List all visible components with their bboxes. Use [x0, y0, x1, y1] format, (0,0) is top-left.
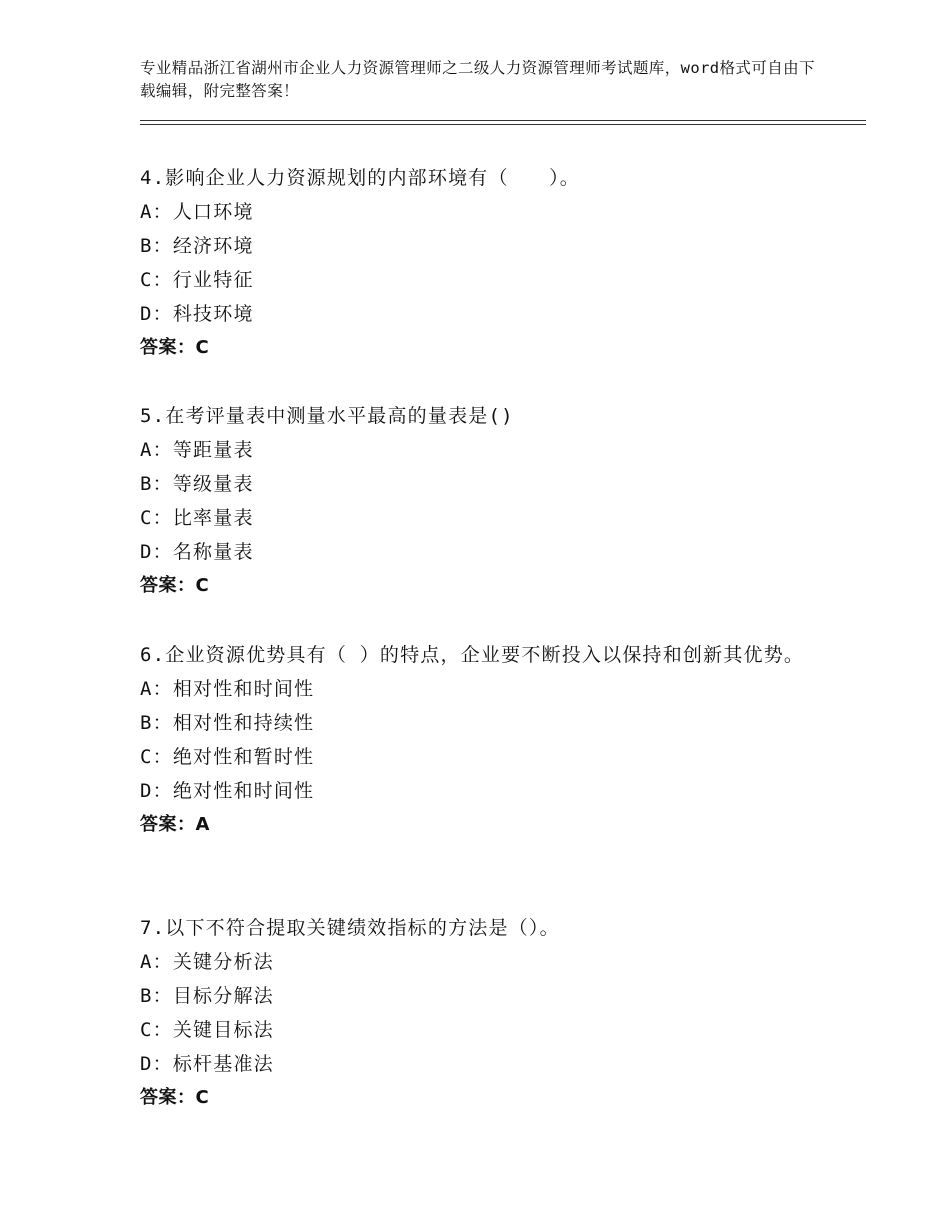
option-b: B：相对性和持续性 — [140, 712, 315, 734]
answer-line: 答案：A — [140, 814, 210, 835]
question-stem: 4.影响企业人力资源规划的内部环境有（ ）。 — [140, 167, 580, 189]
option-d: D：绝对性和时间性 — [140, 780, 315, 802]
option-b: B：目标分解法 — [140, 985, 274, 1007]
document-header: 专业精品浙江省湖州市企业人力资源管理师之二级人力资源管理师考试题库，word格式可自由下载编辑，附完整答案！ — [140, 59, 815, 100]
answer-line: 答案：C — [140, 575, 210, 596]
question-4 — [140, 161, 830, 365]
question-stem: 7.以下不符合提取关键绩效指标的方法是（）。 — [140, 917, 560, 939]
option-c: C：绝对性和暂时性 — [140, 746, 315, 768]
option-a: A：等距量表 — [140, 439, 254, 461]
answer-line: 答案：C — [140, 337, 210, 358]
question-6 — [140, 638, 830, 842]
header-divider-bottom — [140, 124, 866, 125]
question-stem: 5.在考评量表中测量水平最高的量表是() — [140, 405, 514, 427]
option-a: A：人口环境 — [140, 201, 254, 223]
option-d: D：标杆基准法 — [140, 1053, 274, 1075]
option-a: A：相对性和时间性 — [140, 678, 315, 700]
answer-line: 答案：C — [140, 1087, 210, 1108]
question-7 — [140, 911, 830, 1115]
option-d: D：科技环境 — [140, 303, 254, 325]
option-d: D：名称量表 — [140, 541, 254, 563]
question-stem: 6.企业资源优势具有（ ）的特点，企业要不断投入以保持和创新其优势。 — [140, 644, 805, 666]
option-b: B：等级量表 — [140, 473, 254, 495]
question-5 — [140, 399, 830, 603]
option-c: C：比率量表 — [140, 507, 254, 529]
option-b: B：经济环境 — [140, 235, 254, 257]
option-c: C：关键目标法 — [140, 1019, 274, 1041]
option-a: A：关键分析法 — [140, 951, 274, 973]
header-divider-top — [140, 120, 866, 121]
option-c: C：行业特征 — [140, 269, 254, 291]
